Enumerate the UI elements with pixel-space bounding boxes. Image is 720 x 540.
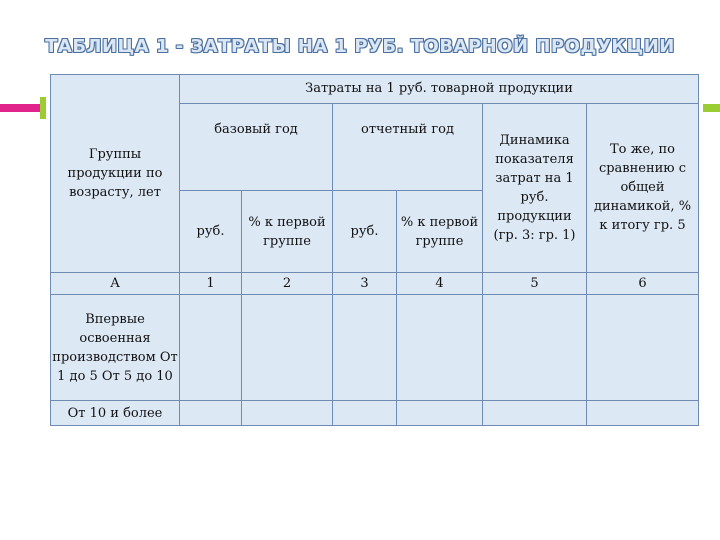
col-num-4: 4 bbox=[397, 272, 483, 294]
column-number-row bbox=[51, 272, 699, 294]
table-row bbox=[51, 401, 699, 426]
table-row bbox=[51, 295, 699, 401]
col-num-2: 2 bbox=[242, 272, 333, 294]
table-cell bbox=[242, 295, 333, 401]
header-pct-base: % к первой группе bbox=[242, 191, 333, 273]
table-cell bbox=[180, 295, 242, 401]
header-pct-report: % к первой группе bbox=[397, 191, 483, 273]
table-cell bbox=[483, 401, 587, 426]
row-label: От 10 и более bbox=[51, 401, 180, 426]
header-dynamics: Динамика показателя затрат на 1 руб. продукции (гр. 3: гр. 1) bbox=[483, 103, 587, 272]
header-comparison: То же, по сравнению с общей динамикой, % к итогу гр. 5 bbox=[587, 103, 699, 272]
col-num-3: 3 bbox=[333, 272, 397, 294]
col-num-5: 5 bbox=[483, 272, 587, 294]
accent-bar-right bbox=[703, 104, 720, 112]
col-num-6: 6 bbox=[587, 272, 699, 294]
table-cell bbox=[397, 401, 483, 426]
table-cell bbox=[397, 295, 483, 401]
table-cell bbox=[587, 295, 699, 401]
cost-table bbox=[50, 74, 699, 426]
col-num-a: А bbox=[51, 272, 180, 294]
accent-marker-left bbox=[40, 97, 46, 119]
header-costs: Затраты на 1 руб. товарной продукции bbox=[180, 75, 699, 104]
row-label: Впервые освоенная производством От 1 до 5 От 5 до 10 bbox=[51, 295, 180, 401]
table-cell bbox=[587, 401, 699, 426]
header-report-year: отчетный год bbox=[333, 103, 483, 191]
table-cell bbox=[242, 401, 333, 426]
table-cell bbox=[333, 401, 397, 426]
table-cell bbox=[180, 401, 242, 426]
table-cell bbox=[483, 295, 587, 401]
header-base-year: базовый год bbox=[180, 103, 333, 191]
header-rub-base: руб. bbox=[180, 191, 242, 273]
col-num-1: 1 bbox=[180, 272, 242, 294]
accent-bar-left bbox=[0, 104, 40, 112]
table-cell bbox=[333, 295, 397, 401]
header-groups: Группы продукции по возрасту, лет bbox=[51, 75, 180, 273]
page-title: ТАБЛИЦА 1 - ЗАТРАТЫ НА 1 РУБ. ТОВАРНОЙ ПРОДУКЦИИ bbox=[45, 36, 675, 57]
header-rub-report: руб. bbox=[333, 191, 397, 273]
